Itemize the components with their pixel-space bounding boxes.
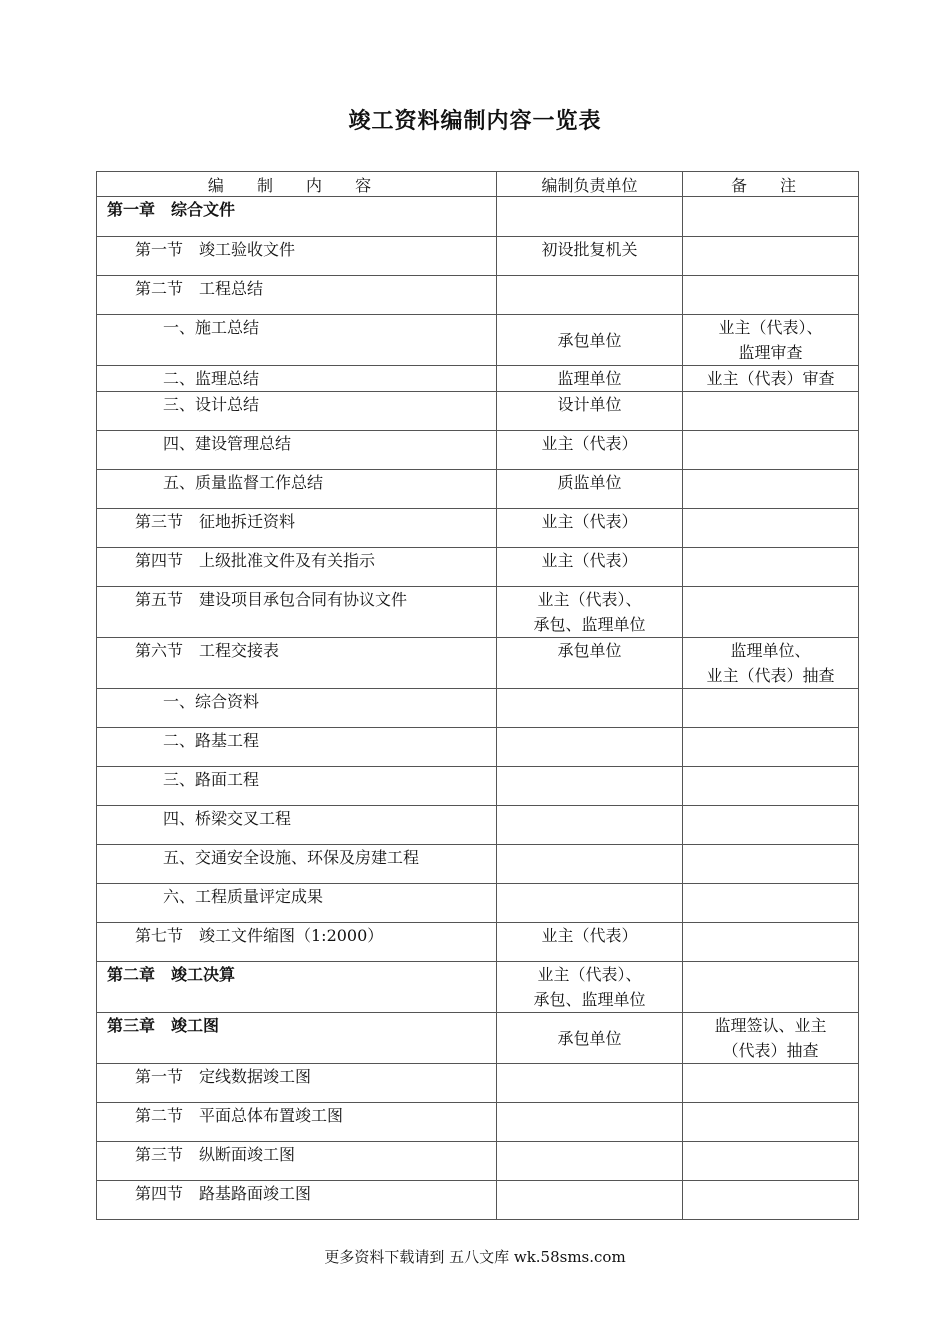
table-row [97,884,859,923]
row-content: 第一章 综合文件 [97,197,497,237]
table-row [97,638,859,689]
table-row [97,237,859,276]
row-unit [497,728,683,767]
row-unit [497,1064,683,1103]
table-row [97,923,859,962]
row-note: 业主（代表）、 监理审查 [683,315,859,366]
row-content: 四、桥梁交叉工程 [97,806,497,845]
row-unit: 初设批复机关 [497,237,683,276]
row-unit: 业主（代表）、 承包、监理单位 [497,962,683,1013]
row-note [683,470,859,509]
row-note [683,587,859,638]
row-unit: 业主（代表） [497,923,683,962]
table-row [97,548,859,587]
row-content: 第一节 竣工验收文件 [97,237,497,276]
content-table-body [97,172,859,1220]
row-content: 一、综合资料 [97,689,497,728]
table-row [97,392,859,431]
table-row [97,276,859,315]
table-row [97,1142,859,1181]
row-content: 第一节 定线数据竣工图 [97,1064,497,1103]
footer-text: 更多资料下载请到 五八文库 wk.58sms.com [324,1248,626,1266]
table-row [97,197,859,237]
table-row [97,806,859,845]
row-content: 一、施工总结 [97,315,497,366]
row-content: 第二章 竣工决算 [97,962,497,1013]
header-note: 备 注 [683,172,859,197]
row-note [683,728,859,767]
row-content: 第三节 纵断面竣工图 [97,1142,497,1181]
row-content: 第二节 工程总结 [97,276,497,315]
row-unit [497,806,683,845]
table-row [97,728,859,767]
table-row [97,1064,859,1103]
content-table [96,171,859,1220]
row-unit [497,884,683,923]
row-content: 第二节 平面总体布置竣工图 [97,1103,497,1142]
row-unit [497,276,683,315]
row-note [683,431,859,470]
row-unit: 质监单位 [497,470,683,509]
row-content: 第四节 上级批准文件及有关指示 [97,548,497,587]
row-unit: 业主（代表） [497,548,683,587]
row-unit: 监理单位 [497,366,683,392]
row-note [683,767,859,806]
row-unit: 承包单位 [497,315,683,366]
row-note [683,1142,859,1181]
table-row [97,470,859,509]
row-content: 第三节 征地拆迁资料 [97,509,497,548]
row-content: 三、设计总结 [97,392,497,431]
table-row [97,1103,859,1142]
table-row [97,1013,859,1064]
table-row [97,962,859,1013]
row-content: 三、路面工程 [97,767,497,806]
table-row [97,509,859,548]
row-note [683,197,859,237]
table-row [97,689,859,728]
row-unit [497,1142,683,1181]
row-unit [497,1181,683,1220]
row-unit: 承包单位 [497,1013,683,1064]
row-note [683,1181,859,1220]
row-content: 二、监理总结 [97,366,497,392]
row-content: 第五节 建设项目承包合同有协议文件 [97,587,497,638]
row-content: 六、工程质量评定成果 [97,884,497,923]
row-note [683,509,859,548]
row-unit [497,767,683,806]
row-content: 五、质量监督工作总结 [97,470,497,509]
row-unit [497,845,683,884]
row-note [683,392,859,431]
row-content: 第六节 工程交接表 [97,638,497,689]
row-unit: 设计单位 [497,392,683,431]
row-unit: 业主（代表）、 承包、监理单位 [497,587,683,638]
row-content: 五、交通安全设施、环保及房建工程 [97,845,497,884]
row-note [683,845,859,884]
row-content: 第三章 竣工图 [97,1013,497,1064]
row-note [683,1103,859,1142]
row-unit [497,689,683,728]
table-row [97,1181,859,1220]
row-unit: 业主（代表） [497,431,683,470]
row-unit: 业主（代表） [497,509,683,548]
row-note [683,884,859,923]
row-note: 监理单位、 业主（代表）抽查 [683,638,859,689]
table-row [97,366,859,392]
row-note: 业主（代表）审查 [683,366,859,392]
header-unit: 编制负责单位 [497,172,683,197]
header-content: 编 制 内 容 [97,172,497,197]
row-content: 第七节 竣工文件缩图（1:2000） [97,923,497,962]
table-row [97,587,859,638]
table-header-row [97,172,859,197]
row-note [683,237,859,276]
table-row [97,845,859,884]
row-note [683,276,859,315]
row-unit [497,197,683,237]
row-note [683,689,859,728]
row-note [683,1064,859,1103]
row-content: 四、建设管理总结 [97,431,497,470]
row-note [683,962,859,1013]
row-unit: 承包单位 [497,638,683,689]
table-row [97,315,859,366]
document-title: 竣工资料编制内容一览表 [348,108,602,134]
table-row [97,767,859,806]
row-content: 二、路基工程 [97,728,497,767]
table-row [97,431,859,470]
row-note [683,923,859,962]
row-unit [497,1103,683,1142]
row-note [683,548,859,587]
row-note [683,806,859,845]
row-note: 监理签认、业主 （代表）抽查 [683,1013,859,1064]
row-content: 第四节 路基路面竣工图 [97,1181,497,1220]
